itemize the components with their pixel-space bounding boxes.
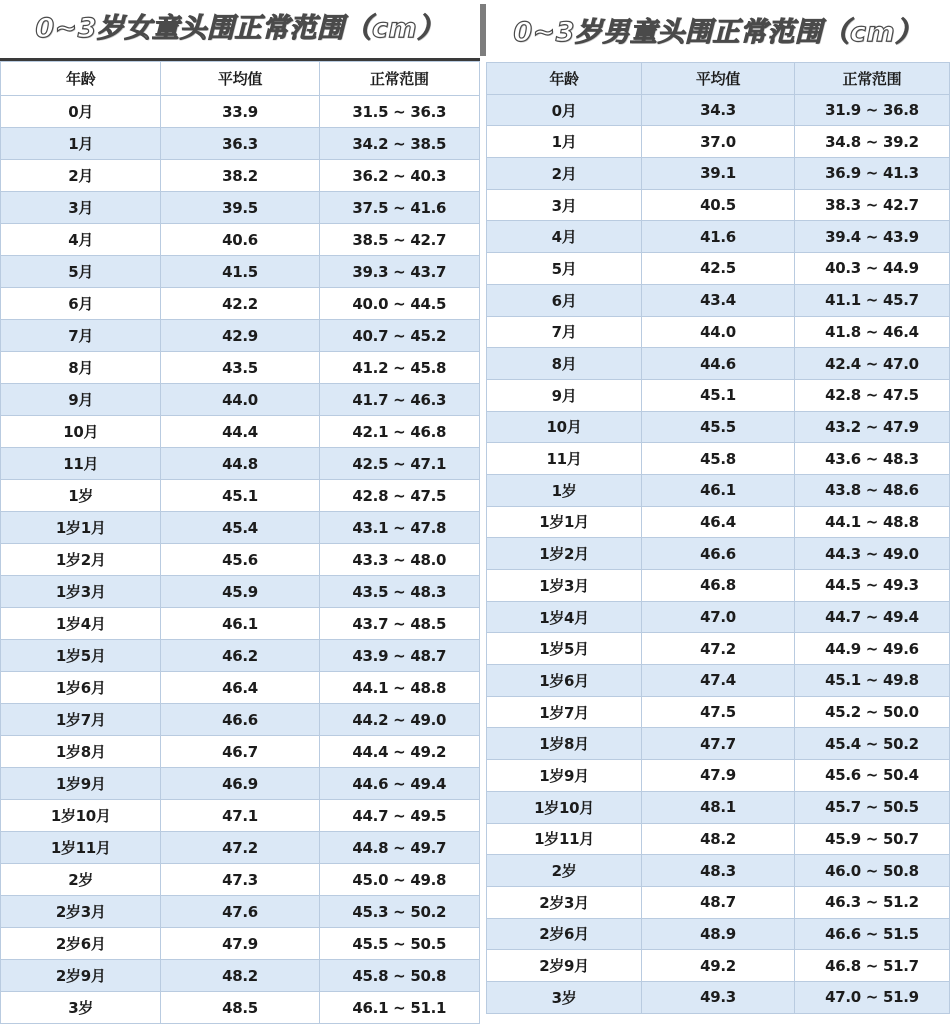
average-cell: 46.1 bbox=[161, 608, 319, 640]
average-cell: 45.1 bbox=[161, 480, 319, 512]
range-cell: 47.0 ~ 51.9 bbox=[794, 981, 949, 1013]
average-cell: 49.3 bbox=[642, 981, 795, 1013]
average-cell: 46.2 bbox=[161, 640, 319, 672]
age-cell: 2岁6月 bbox=[487, 918, 642, 950]
age-cell: 10月 bbox=[487, 411, 642, 443]
age-cell: 11月 bbox=[1, 448, 161, 480]
range-cell: 44.3 ~ 49.0 bbox=[794, 538, 949, 570]
table-row bbox=[1, 992, 480, 1024]
age-cell: 6月 bbox=[1, 288, 161, 320]
range-cell: 45.6 ~ 50.4 bbox=[794, 760, 949, 792]
table-row bbox=[487, 760, 950, 792]
table-row bbox=[487, 158, 950, 190]
range-cell: 37.5 ~ 41.6 bbox=[319, 192, 479, 224]
average-cell: 46.8 bbox=[642, 570, 795, 602]
age-cell: 1岁 bbox=[487, 474, 642, 506]
range-cell: 44.6 ~ 49.4 bbox=[319, 768, 479, 800]
age-cell: 2岁6月 bbox=[1, 928, 161, 960]
table-row bbox=[487, 189, 950, 221]
range-cell: 43.8 ~ 48.6 bbox=[794, 474, 949, 506]
age-cell: 1岁5月 bbox=[1, 640, 161, 672]
range-cell: 38.5 ~ 42.7 bbox=[319, 224, 479, 256]
range-cell: 40.0 ~ 44.5 bbox=[319, 288, 479, 320]
girls-table-title: 0~3岁女童头围正常范围（cm） bbox=[0, 0, 480, 61]
average-cell: 42.5 bbox=[642, 253, 795, 285]
average-cell: 48.1 bbox=[642, 791, 795, 823]
average-cell: 46.4 bbox=[161, 672, 319, 704]
age-cell: 1岁6月 bbox=[487, 665, 642, 697]
average-cell: 47.5 bbox=[642, 696, 795, 728]
average-cell: 46.9 bbox=[161, 768, 319, 800]
table-row bbox=[487, 316, 950, 348]
table-row bbox=[487, 665, 950, 697]
table-row bbox=[1, 832, 480, 864]
average-cell: 42.2 bbox=[161, 288, 319, 320]
table-row bbox=[1, 576, 480, 608]
average-header: 平均值 bbox=[161, 62, 319, 96]
average-cell: 37.0 bbox=[642, 126, 795, 158]
age-cell: 2岁3月 bbox=[487, 886, 642, 918]
range-cell: 42.4 ~ 47.0 bbox=[794, 348, 949, 380]
average-cell: 39.5 bbox=[161, 192, 319, 224]
age-cell: 0月 bbox=[1, 96, 161, 128]
table-row bbox=[487, 506, 950, 538]
age-cell: 1岁11月 bbox=[1, 832, 161, 864]
range-cell: 41.2 ~ 45.8 bbox=[319, 352, 479, 384]
age-header: 年龄 bbox=[1, 62, 161, 96]
table-row bbox=[1, 416, 480, 448]
age-cell: 1岁7月 bbox=[487, 696, 642, 728]
table-row bbox=[487, 348, 950, 380]
boys-table-body bbox=[487, 94, 950, 1013]
table-row bbox=[487, 284, 950, 316]
average-header: 平均值 bbox=[642, 63, 795, 95]
age-cell: 1岁9月 bbox=[1, 768, 161, 800]
table-row bbox=[1, 256, 480, 288]
average-cell: 47.9 bbox=[642, 760, 795, 792]
range-cell: 46.1 ~ 51.1 bbox=[319, 992, 479, 1024]
age-cell: 1岁10月 bbox=[487, 791, 642, 823]
table-row bbox=[487, 126, 950, 158]
range-cell: 45.0 ~ 49.8 bbox=[319, 864, 479, 896]
average-cell: 38.2 bbox=[161, 160, 319, 192]
range-cell: 40.3 ~ 44.9 bbox=[794, 253, 949, 285]
range-cell: 45.8 ~ 50.8 bbox=[319, 960, 479, 992]
range-header: 正常范围 bbox=[794, 63, 949, 95]
age-cell: 1岁4月 bbox=[487, 601, 642, 633]
table-row bbox=[1, 448, 480, 480]
table-row bbox=[487, 823, 950, 855]
table-row bbox=[1, 224, 480, 256]
range-cell: 34.8 ~ 39.2 bbox=[794, 126, 949, 158]
range-cell: 44.5 ~ 49.3 bbox=[794, 570, 949, 602]
age-cell: 7月 bbox=[1, 320, 161, 352]
range-cell: 45.2 ~ 50.0 bbox=[794, 696, 949, 728]
average-cell: 42.9 bbox=[161, 320, 319, 352]
age-cell: 3岁 bbox=[1, 992, 161, 1024]
average-cell: 47.6 bbox=[161, 896, 319, 928]
age-cell: 1岁8月 bbox=[1, 736, 161, 768]
table-row bbox=[487, 221, 950, 253]
average-cell: 48.5 bbox=[161, 992, 319, 1024]
average-cell: 46.1 bbox=[642, 474, 795, 506]
table-row bbox=[1, 672, 480, 704]
average-cell: 47.0 bbox=[642, 601, 795, 633]
average-cell: 48.2 bbox=[642, 823, 795, 855]
age-cell: 1岁1月 bbox=[1, 512, 161, 544]
average-cell: 47.9 bbox=[161, 928, 319, 960]
table-row bbox=[1, 192, 480, 224]
average-cell: 47.3 bbox=[161, 864, 319, 896]
table-row bbox=[1, 320, 480, 352]
age-cell: 10月 bbox=[1, 416, 161, 448]
boys-header-row bbox=[487, 63, 950, 95]
boys-head-circumference-table bbox=[486, 62, 950, 1014]
age-cell: 1岁8月 bbox=[487, 728, 642, 760]
average-cell: 44.0 bbox=[161, 384, 319, 416]
average-cell: 44.4 bbox=[161, 416, 319, 448]
range-cell: 42.8 ~ 47.5 bbox=[794, 379, 949, 411]
table-row bbox=[1, 608, 480, 640]
average-cell: 45.8 bbox=[642, 443, 795, 475]
range-cell: 45.5 ~ 50.5 bbox=[319, 928, 479, 960]
table-row bbox=[1, 288, 480, 320]
average-cell: 47.2 bbox=[161, 832, 319, 864]
age-cell: 2岁9月 bbox=[1, 960, 161, 992]
table-row bbox=[487, 633, 950, 665]
table-row bbox=[487, 918, 950, 950]
age-cell: 1岁7月 bbox=[1, 704, 161, 736]
average-cell: 45.5 bbox=[642, 411, 795, 443]
table-row bbox=[487, 728, 950, 760]
girls-head-circumference-table bbox=[0, 61, 480, 1024]
age-cell: 3岁 bbox=[487, 981, 642, 1013]
range-cell: 44.8 ~ 49.7 bbox=[319, 832, 479, 864]
average-cell: 43.5 bbox=[161, 352, 319, 384]
average-cell: 34.3 bbox=[642, 94, 795, 126]
average-cell: 45.4 bbox=[161, 512, 319, 544]
average-cell: 46.4 bbox=[642, 506, 795, 538]
average-cell: 44.8 bbox=[161, 448, 319, 480]
average-cell: 47.1 bbox=[161, 800, 319, 832]
table-row bbox=[1, 128, 480, 160]
range-cell: 36.9 ~ 41.3 bbox=[794, 158, 949, 190]
average-cell: 44.6 bbox=[642, 348, 795, 380]
girls-table-body bbox=[1, 96, 480, 1024]
table-row bbox=[487, 855, 950, 887]
table-row bbox=[487, 443, 950, 475]
table-row bbox=[487, 379, 950, 411]
range-cell: 43.7 ~ 48.5 bbox=[319, 608, 479, 640]
average-cell: 48.2 bbox=[161, 960, 319, 992]
average-cell: 44.0 bbox=[642, 316, 795, 348]
average-cell: 48.3 bbox=[642, 855, 795, 887]
age-cell: 2岁3月 bbox=[1, 896, 161, 928]
range-cell: 43.6 ~ 48.3 bbox=[794, 443, 949, 475]
age-cell: 3月 bbox=[1, 192, 161, 224]
range-cell: 31.5 ~ 36.3 bbox=[319, 96, 479, 128]
age-cell: 2岁 bbox=[1, 864, 161, 896]
table-row bbox=[1, 640, 480, 672]
age-cell: 1岁11月 bbox=[487, 823, 642, 855]
age-cell: 3月 bbox=[487, 189, 642, 221]
age-header: 年龄 bbox=[487, 63, 642, 95]
age-cell: 1月 bbox=[1, 128, 161, 160]
average-cell: 41.5 bbox=[161, 256, 319, 288]
average-cell: 39.1 bbox=[642, 158, 795, 190]
range-cell: 39.3 ~ 43.7 bbox=[319, 256, 479, 288]
average-cell: 45.9 bbox=[161, 576, 319, 608]
table-row bbox=[487, 474, 950, 506]
boys-table-title: 0~3岁男童头围正常范围（cm） bbox=[513, 17, 923, 48]
table-row bbox=[1, 384, 480, 416]
table-row bbox=[1, 960, 480, 992]
average-cell: 45.6 bbox=[161, 544, 319, 576]
age-cell: 8月 bbox=[1, 352, 161, 384]
age-cell: 4月 bbox=[487, 221, 642, 253]
range-cell: 43.3 ~ 48.0 bbox=[319, 544, 479, 576]
range-cell: 36.2 ~ 40.3 bbox=[319, 160, 479, 192]
range-header: 正常范围 bbox=[319, 62, 479, 96]
age-cell: 7月 bbox=[487, 316, 642, 348]
average-cell: 48.7 bbox=[642, 886, 795, 918]
range-cell: 44.4 ~ 49.2 bbox=[319, 736, 479, 768]
range-cell: 31.9 ~ 36.8 bbox=[794, 94, 949, 126]
age-cell: 1岁 bbox=[1, 480, 161, 512]
table-row bbox=[1, 160, 480, 192]
average-cell: 45.1 bbox=[642, 379, 795, 411]
age-cell: 1月 bbox=[487, 126, 642, 158]
average-cell: 36.3 bbox=[161, 128, 319, 160]
table-row bbox=[487, 696, 950, 728]
average-cell: 40.5 bbox=[642, 189, 795, 221]
age-cell: 1岁2月 bbox=[1, 544, 161, 576]
table-row bbox=[1, 96, 480, 128]
average-cell: 43.4 bbox=[642, 284, 795, 316]
range-cell: 45.1 ~ 49.8 bbox=[794, 665, 949, 697]
age-cell: 2岁9月 bbox=[487, 950, 642, 982]
range-cell: 46.6 ~ 51.5 bbox=[794, 918, 949, 950]
range-cell: 45.7 ~ 50.5 bbox=[794, 791, 949, 823]
average-cell: 47.7 bbox=[642, 728, 795, 760]
age-cell: 2月 bbox=[487, 158, 642, 190]
range-cell: 42.1 ~ 46.8 bbox=[319, 416, 479, 448]
age-cell: 8月 bbox=[487, 348, 642, 380]
table-row bbox=[1, 768, 480, 800]
table-row bbox=[1, 896, 480, 928]
age-cell: 2月 bbox=[1, 160, 161, 192]
table-row bbox=[487, 950, 950, 982]
range-cell: 44.2 ~ 49.0 bbox=[319, 704, 479, 736]
age-cell: 1岁10月 bbox=[1, 800, 161, 832]
range-cell: 45.4 ~ 50.2 bbox=[794, 728, 949, 760]
age-cell: 11月 bbox=[487, 443, 642, 475]
table-row bbox=[1, 544, 480, 576]
average-cell: 41.6 bbox=[642, 221, 795, 253]
range-cell: 46.8 ~ 51.7 bbox=[794, 950, 949, 982]
range-cell: 43.5 ~ 48.3 bbox=[319, 576, 479, 608]
average-cell: 47.2 bbox=[642, 633, 795, 665]
range-cell: 40.7 ~ 45.2 bbox=[319, 320, 479, 352]
age-cell: 9月 bbox=[487, 379, 642, 411]
age-cell: 9月 bbox=[1, 384, 161, 416]
table-row bbox=[487, 791, 950, 823]
table-row bbox=[1, 480, 480, 512]
table-row bbox=[1, 800, 480, 832]
girls-header-row bbox=[1, 62, 480, 96]
range-cell: 46.3 ~ 51.2 bbox=[794, 886, 949, 918]
range-cell: 43.2 ~ 47.9 bbox=[794, 411, 949, 443]
range-cell: 44.7 ~ 49.4 bbox=[794, 601, 949, 633]
table-row bbox=[1, 864, 480, 896]
average-cell: 46.6 bbox=[642, 538, 795, 570]
table-row bbox=[487, 538, 950, 570]
range-cell: 46.0 ~ 50.8 bbox=[794, 855, 949, 887]
age-cell: 5月 bbox=[1, 256, 161, 288]
table-row bbox=[1, 512, 480, 544]
range-cell: 44.9 ~ 49.6 bbox=[794, 633, 949, 665]
table-row bbox=[1, 704, 480, 736]
table-row bbox=[487, 981, 950, 1013]
range-cell: 41.1 ~ 45.7 bbox=[794, 284, 949, 316]
range-cell: 44.1 ~ 48.8 bbox=[319, 672, 479, 704]
range-cell: 34.2 ~ 38.5 bbox=[319, 128, 479, 160]
table-row bbox=[487, 886, 950, 918]
range-cell: 41.8 ~ 46.4 bbox=[794, 316, 949, 348]
average-cell: 49.2 bbox=[642, 950, 795, 982]
table-row bbox=[487, 94, 950, 126]
average-cell: 46.6 bbox=[161, 704, 319, 736]
average-cell: 46.7 bbox=[161, 736, 319, 768]
table-row bbox=[487, 570, 950, 602]
age-cell: 0月 bbox=[487, 94, 642, 126]
average-cell: 48.9 bbox=[642, 918, 795, 950]
average-cell: 33.9 bbox=[161, 96, 319, 128]
age-cell: 2岁 bbox=[487, 855, 642, 887]
age-cell: 1岁3月 bbox=[487, 570, 642, 602]
range-cell: 44.1 ~ 48.8 bbox=[794, 506, 949, 538]
table-row bbox=[487, 601, 950, 633]
age-cell: 1岁2月 bbox=[487, 538, 642, 570]
age-cell: 1岁9月 bbox=[487, 760, 642, 792]
range-cell: 45.3 ~ 50.2 bbox=[319, 896, 479, 928]
boys-panel bbox=[486, 0, 950, 1014]
age-cell: 6月 bbox=[487, 284, 642, 316]
range-cell: 42.8 ~ 47.5 bbox=[319, 480, 479, 512]
range-cell: 38.3 ~ 42.7 bbox=[794, 189, 949, 221]
age-cell: 1岁4月 bbox=[1, 608, 161, 640]
age-cell: 1岁5月 bbox=[487, 633, 642, 665]
range-cell: 39.4 ~ 43.9 bbox=[794, 221, 949, 253]
range-cell: 41.7 ~ 46.3 bbox=[319, 384, 479, 416]
table-row bbox=[1, 928, 480, 960]
average-cell: 40.6 bbox=[161, 224, 319, 256]
range-cell: 45.9 ~ 50.7 bbox=[794, 823, 949, 855]
age-cell: 5月 bbox=[487, 253, 642, 285]
table-row bbox=[1, 352, 480, 384]
range-cell: 44.7 ~ 49.5 bbox=[319, 800, 479, 832]
age-cell: 1岁1月 bbox=[487, 506, 642, 538]
age-cell: 1岁6月 bbox=[1, 672, 161, 704]
age-cell: 1岁3月 bbox=[1, 576, 161, 608]
average-cell: 47.4 bbox=[642, 665, 795, 697]
range-cell: 43.9 ~ 48.7 bbox=[319, 640, 479, 672]
age-cell: 4月 bbox=[1, 224, 161, 256]
range-cell: 43.1 ~ 47.8 bbox=[319, 512, 479, 544]
table-row bbox=[487, 253, 950, 285]
table-row bbox=[487, 411, 950, 443]
table-row bbox=[1, 736, 480, 768]
range-cell: 42.5 ~ 47.1 bbox=[319, 448, 479, 480]
